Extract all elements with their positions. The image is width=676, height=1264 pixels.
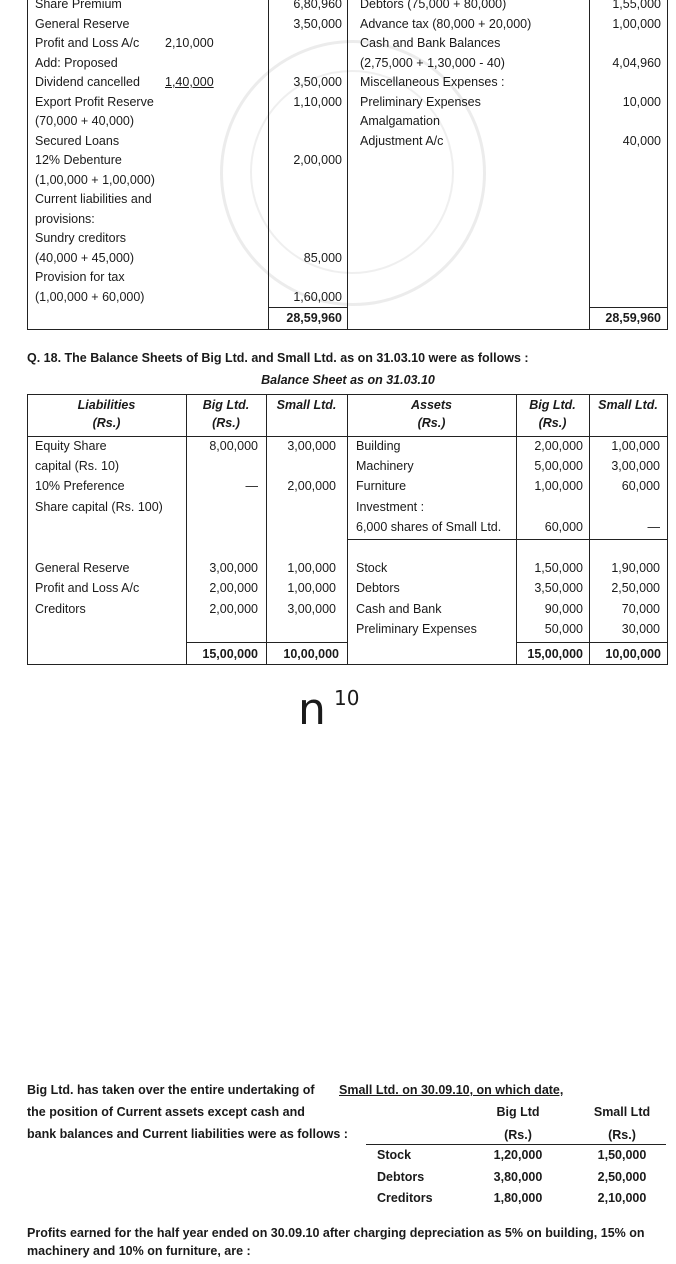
top-left-mid-amount: 1,40,000 — [165, 75, 214, 89]
total-small2: 10,00,000 — [605, 647, 661, 661]
asset-small: 1,00,000 — [611, 439, 660, 453]
top-right-label: Advance tax (80,000 + 20,000) — [360, 16, 532, 31]
liability-big: — — [245, 479, 258, 493]
header-small: Small Ltd. — [276, 398, 337, 412]
liability-big: 8,00,000 — [209, 439, 258, 453]
top-left-amount: 3,50,000 — [293, 16, 342, 31]
liability-small: 2,00,000 — [287, 479, 336, 493]
asset-small: 70,000 — [621, 602, 660, 616]
header-liabilities: Liabilities — [77, 398, 136, 412]
top-left-label: provisions: — [35, 211, 95, 226]
top-left-amount: 2,00,000 — [293, 153, 342, 167]
top-right-label: Adjustment A/c — [360, 133, 444, 148]
liability-small: 3,00,000 — [287, 439, 336, 453]
col-small: Small Ltd — [593, 1105, 651, 1119]
asset-big: 1,50,000 — [534, 561, 583, 575]
asset-big: 1,00,000 — [534, 479, 583, 493]
total-big: 15,00,000 — [202, 647, 258, 661]
top-left-amount: 6,80,960 — [293, 0, 342, 11]
takeover-line1b: Small Ltd. on 30.09.10, on which date, — [339, 1083, 564, 1097]
liability-label: General Reserve — [35, 561, 130, 575]
liability-label: Profit and Loss A/c — [35, 581, 140, 595]
top-left-amount: 85,000 — [303, 250, 342, 265]
top-left-label: Dividend cancelled — [35, 75, 140, 89]
question-title: Q. 18. The Balance Sheets of Big Ltd. and Small Ltd. as on 31.03.10 were as follows : — [27, 351, 529, 365]
top-right-label: Preliminary Expenses — [360, 94, 481, 109]
asset-label: Machinery — [356, 459, 414, 473]
asset-label: Preliminary Expenses — [356, 622, 477, 636]
top-left-label: (1,00,000 + 1,00,000) — [35, 172, 155, 187]
total-small: 10,00,000 — [283, 647, 339, 661]
liability-small: 1,00,000 — [287, 581, 336, 595]
asset-label: Investment : — [356, 500, 425, 514]
top-right-label: Debtors (75,000 + 80,000) — [360, 0, 507, 11]
top-left-label: General Reserve — [35, 16, 130, 31]
top-left-amount: 1,60,000 — [293, 289, 342, 304]
liability-label: Equity Share — [35, 439, 107, 453]
asset-big: 60,000 — [544, 520, 583, 534]
asset-big: 50,000 — [544, 622, 583, 636]
liability-label: Creditors — [35, 602, 86, 616]
header-big2-unit: (Rs.) — [538, 416, 567, 430]
profits-line2: machinery and 10% on furniture, are : — [27, 1244, 251, 1258]
takeover-line2: the position of Current assets except cash and — [27, 1105, 305, 1119]
header-assets-unit: (Rs.) — [417, 416, 446, 430]
asset-small: 30,000 — [621, 622, 660, 636]
asset-small: 1,90,000 — [611, 561, 660, 575]
top-left-mid-amount: 2,10,000 — [165, 36, 214, 50]
asset-label: Stock — [356, 561, 388, 575]
takeover-row-small: 2,50,000 — [597, 1170, 647, 1184]
takeover-row-big: 1,20,000 — [493, 1148, 543, 1162]
takeover-row-label: Debtors — [377, 1170, 425, 1184]
total-big2: 15,00,000 — [527, 647, 583, 661]
top-left-label: 12% Debenture — [35, 153, 122, 167]
top-right-label: Amalgamation — [360, 114, 440, 128]
top-right-amount: 4,04,960 — [612, 55, 661, 70]
top-total-left: 28,59,960 — [286, 311, 342, 325]
takeover-line3: bank balances and Current liabilities were as follows : — [27, 1127, 348, 1141]
top-left-amount: 1,10,000 — [293, 94, 342, 109]
header-liabilities-unit: (Rs.) — [92, 416, 121, 430]
takeover-line1a: Big Ltd. has taken over the entire undertaking of — [27, 1083, 315, 1097]
asset-label: Furniture — [356, 479, 407, 493]
col-big: Big Ltd — [496, 1105, 540, 1119]
takeover-row-small: 1,50,000 — [597, 1148, 647, 1162]
top-right-amount: 1,00,000 — [612, 16, 661, 31]
asset-label: Cash and Bank — [356, 602, 442, 616]
asset-small: — — [647, 520, 660, 534]
top-right-label: (2,75,000 + 1,30,000 - 40) — [360, 55, 505, 70]
header-big: Big Ltd. — [202, 398, 250, 412]
asset-big: 2,00,000 — [534, 439, 583, 453]
asset-label: 6,000 shares of Small Ltd. — [356, 520, 502, 534]
top-right-amount: 1,55,000 — [612, 0, 661, 11]
asset-small: 60,000 — [621, 479, 660, 493]
liability-big: 2,00,000 — [209, 602, 258, 616]
top-left-label: (40,000 + 45,000) — [35, 250, 135, 265]
asset-label: Debtors — [356, 581, 400, 595]
takeover-row-label: Stock — [377, 1148, 412, 1162]
top-left-label: Export Profit Reserve — [35, 94, 154, 109]
asset-big: 5,00,000 — [534, 459, 583, 473]
liability-small: 3,00,000 — [287, 602, 336, 616]
top-left-label: (1,00,000 + 60,000) — [35, 289, 145, 304]
asset-big: 90,000 — [544, 602, 583, 616]
takeover-row-big: 1,80,000 — [493, 1191, 543, 1205]
top-left-amount: 3,50,000 — [293, 75, 342, 89]
top-left-label: Provision for tax — [35, 270, 125, 284]
col-small-unit: (Rs.) — [608, 1128, 636, 1142]
top-left-label: Share Premium — [35, 0, 122, 11]
liability-label: capital (Rs. 10) — [35, 459, 120, 473]
top-total-right: 28,59,960 — [605, 311, 661, 325]
asset-small: 3,00,000 — [611, 459, 660, 473]
asset-small: 2,50,000 — [611, 581, 660, 595]
top-left-label: Sundry creditors — [35, 231, 127, 245]
takeover-row-label: Creditors — [377, 1191, 433, 1205]
liability-big: 3,00,000 — [209, 561, 258, 575]
liability-label: 10% Preference — [35, 479, 125, 493]
liability-big: 2,00,000 — [209, 581, 258, 595]
col-big-unit: (Rs.) — [504, 1128, 532, 1142]
asset-big: 3,50,000 — [534, 581, 583, 595]
asset-label: Building — [356, 439, 401, 453]
top-left-label: Profit and Loss A/c — [35, 36, 140, 50]
question-subtitle: Balance Sheet as on 31.03.10 — [261, 373, 435, 387]
liability-label: Share capital (Rs. 100) — [35, 500, 163, 514]
takeover-row-small: 2,10,000 — [597, 1191, 647, 1205]
header-big2: Big Ltd. — [529, 398, 576, 412]
header-assets: Assets — [411, 398, 452, 412]
top-left-label: Add: Proposed — [35, 55, 118, 70]
top-left-label: Secured Loans — [35, 133, 120, 148]
top-right-amount: 10,000 — [622, 94, 661, 109]
header-small2: Small Ltd. — [598, 398, 658, 412]
top-left-label: Current liabilities and — [35, 192, 152, 206]
top-left-label: (70,000 + 40,000) — [35, 114, 135, 128]
top-right-label: Miscellaneous Expenses : — [360, 75, 505, 89]
liability-small: 1,00,000 — [287, 561, 336, 575]
header-big-unit: (Rs.) — [212, 416, 240, 430]
top-right-label: Cash and Bank Balances — [360, 36, 501, 50]
profits-line1: Profits earned for the half year ended on 30.09.10 after charging depreciation as 5% on building, 15% on — [27, 1226, 645, 1240]
top-right-amount: 40,000 — [622, 133, 661, 148]
takeover-row-big: 3,80,000 — [493, 1170, 543, 1184]
